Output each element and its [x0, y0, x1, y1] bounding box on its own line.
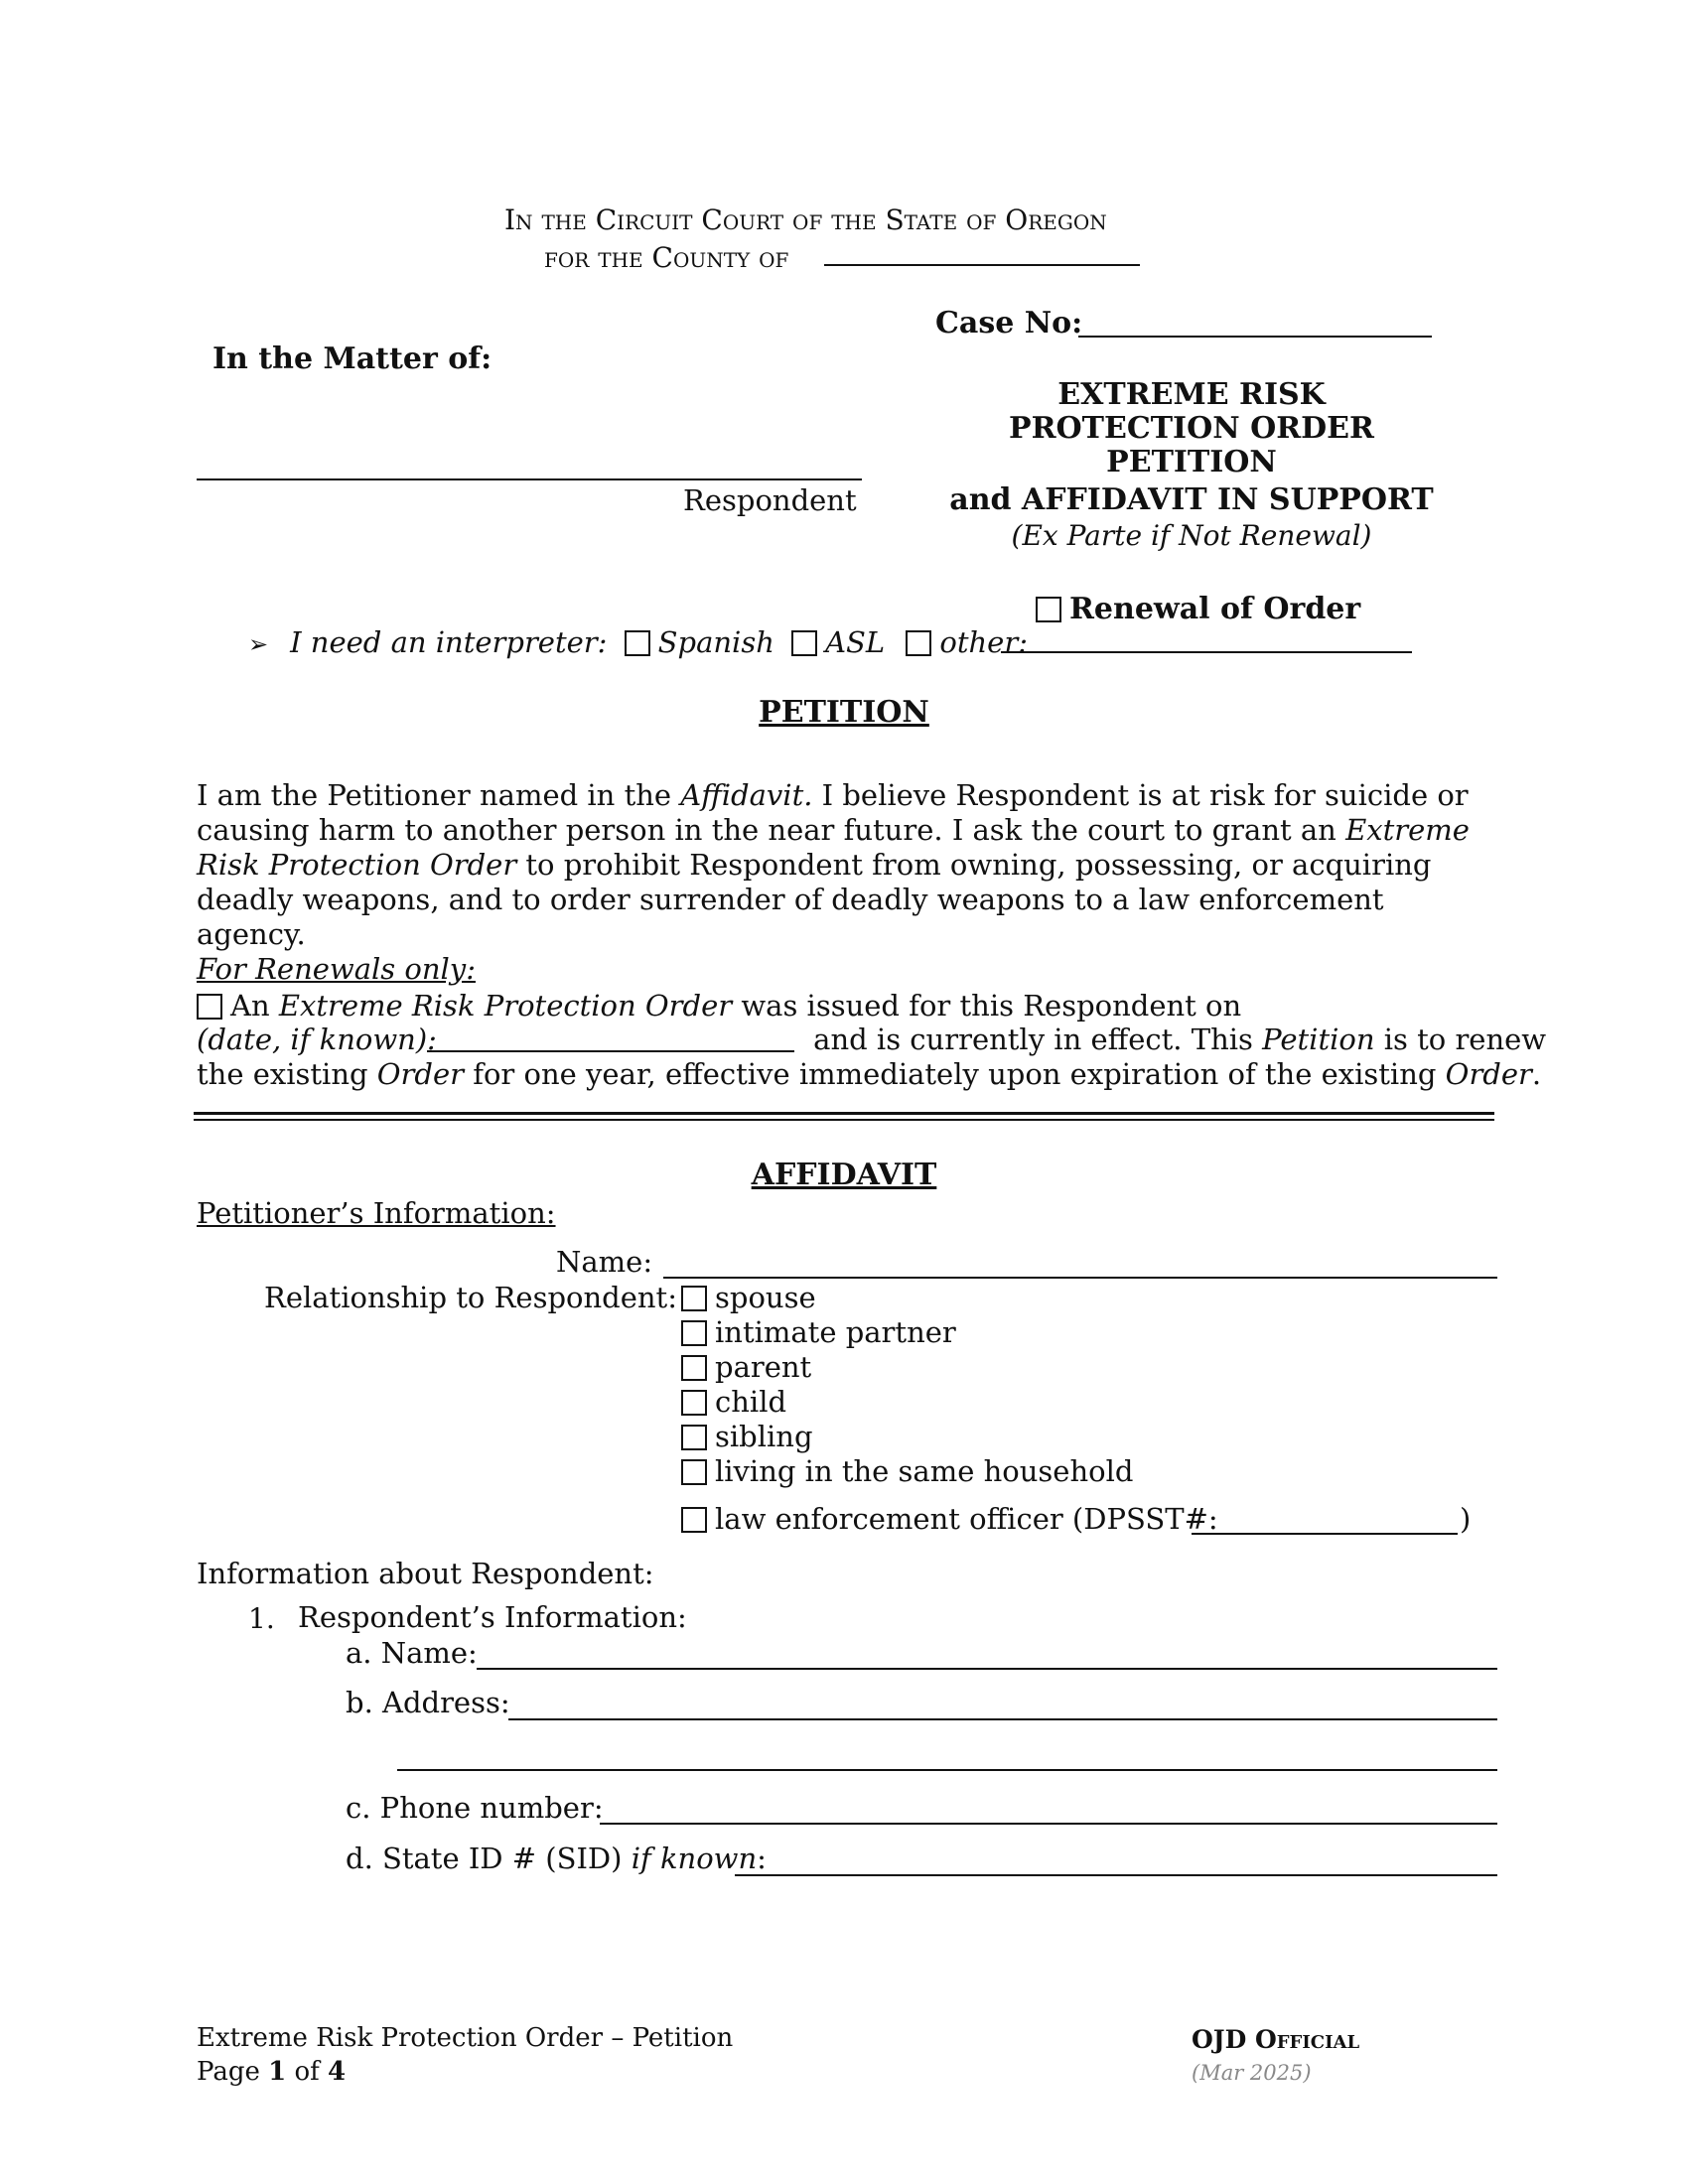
court-line-1: In the Circuit Court of the State of Oregon [504, 204, 1107, 236]
petitioner-name-label: Name: [556, 1245, 653, 1279]
asl-checkbox[interactable] [791, 630, 817, 656]
petition-paragraph: I am the Petitioner named in the Affidavit. I believe Respondent is at risk for suicide or causing harm to another person in the near future. I ask the court to grant an Extreme Risk Protection Order to prohibit Respondent from owning, possessing, or acquiring deadly weapons, and to order surrender of deadly weapons to a law enforcement agency. [197, 778, 1470, 951]
footer-title: Extreme Risk Protection Order – Petition [197, 2023, 734, 2053]
renewal-issued-checkbox[interactable] [197, 994, 222, 1020]
renewal-checkbox[interactable] [1036, 597, 1061, 622]
interpreter-row [248, 625, 1028, 659]
county-field[interactable] [824, 264, 1140, 266]
child-checkbox[interactable] [681, 1390, 707, 1416]
petitioner-info-label: Petitioner’s Information: [197, 1196, 556, 1230]
title-line-2: PROTECTION ORDER [1009, 411, 1374, 446]
relationship-household[interactable]: living in the same household [681, 1454, 1133, 1488]
renewal-line-1: An Extreme Risk Protection Order was issued for this Respondent on [197, 989, 1241, 1023]
sibling-checkbox[interactable] [681, 1425, 707, 1450]
respondent-info-label: Information about Respondent: [197, 1557, 654, 1590]
relationship-sibling[interactable]: sibling [681, 1420, 813, 1453]
affidavit-heading: AFFIDAVIT [751, 1158, 937, 1192]
resp-address-field[interactable] [508, 1718, 1497, 1720]
petitioner-name-field[interactable] [663, 1277, 1497, 1279]
leo-close-paren: ) [1460, 1502, 1472, 1536]
renewal-label: Renewal of Order [1069, 592, 1361, 626]
title-note: (Ex Parte if Not Renewal) [1011, 519, 1372, 552]
resp-phone-field[interactable] [600, 1823, 1497, 1825]
renewal-date-field[interactable] [427, 1050, 794, 1052]
resp-name-label: a. Name: [346, 1636, 478, 1670]
interpreter-option-asl[interactable] [791, 625, 885, 659]
resp-address-field-2[interactable] [397, 1769, 1497, 1771]
form-date: (Mar 2025) [1192, 2061, 1312, 2085]
resp-sid-label: d. State ID # (SID) if known: [346, 1842, 767, 1875]
resp-name-field[interactable] [477, 1668, 1497, 1670]
relationship-child[interactable]: child [681, 1385, 786, 1419]
relationship-spouse[interactable]: spouse [681, 1281, 816, 1314]
section-divider [194, 1112, 1494, 1118]
household-checkbox[interactable] [681, 1459, 707, 1485]
renewals-only-label: For Renewals only: [197, 952, 476, 986]
arrow-bullet-icon: ➢ [248, 630, 269, 658]
interpreter-option-other[interactable] [906, 625, 1028, 659]
dpsst-field[interactable] [1192, 1533, 1458, 1535]
leo-checkbox[interactable] [681, 1507, 707, 1533]
respondent-info-item: Respondent’s Information: [298, 1600, 687, 1634]
other-checkbox[interactable] [906, 630, 931, 656]
ojd-official: OJD Official [1192, 2025, 1360, 2054]
parent-checkbox[interactable] [681, 1355, 707, 1381]
relationship-parent[interactable]: parent [681, 1350, 811, 1384]
renewal-line-3: the existing Order for one year, effective immediately upon expiration of the existing Order. [197, 1057, 1542, 1091]
case-no-field[interactable] [1078, 336, 1432, 338]
respondent-name-field[interactable] [197, 478, 862, 480]
case-no-label: Case No: [935, 306, 1083, 341]
interpreter-label: I need an interpreter: [290, 625, 608, 659]
relationship-intimate-partner[interactable]: intimate partner [681, 1315, 956, 1349]
title-line-3: PETITION [1106, 445, 1277, 479]
item-number: 1. [248, 1602, 275, 1635]
court-line-2: for the County of [544, 241, 789, 274]
spanish-label: Spanish [657, 625, 774, 659]
interpreter-option-spanish[interactable] [625, 625, 774, 659]
title-line-1: EXTREME RISK [1057, 377, 1326, 412]
footer-page: Page 1 of 4 [197, 2057, 347, 2087]
resp-phone-label: c. Phone number: [346, 1791, 604, 1825]
resp-sid-field[interactable] [735, 1874, 1497, 1876]
section-divider-2 [194, 1119, 1494, 1121]
title-line-4: and AFFIDAVIT IN SUPPORT [949, 482, 1434, 517]
other-label: other: [939, 625, 1028, 659]
renewal-option[interactable] [1036, 592, 1360, 626]
spouse-checkbox[interactable] [681, 1286, 707, 1311]
respondent-label: Respondent [683, 483, 857, 517]
intimate-partner-checkbox[interactable] [681, 1320, 707, 1346]
renewal-line-2: (date, if known): and is currently in effect. This Petition is to renew [197, 1023, 1547, 1056]
relationship-label: Relationship to Respondent: [264, 1281, 677, 1314]
petition-heading: PETITION [759, 695, 929, 730]
resp-address-label: b. Address: [346, 1686, 510, 1719]
other-language-field[interactable] [1001, 651, 1412, 653]
relationship-leo[interactable]: law enforcement officer (DPSST#: [681, 1502, 1218, 1536]
spanish-checkbox[interactable] [625, 630, 650, 656]
matter-label: In the Matter of: [212, 341, 492, 376]
asl-label: ASL [825, 625, 886, 659]
